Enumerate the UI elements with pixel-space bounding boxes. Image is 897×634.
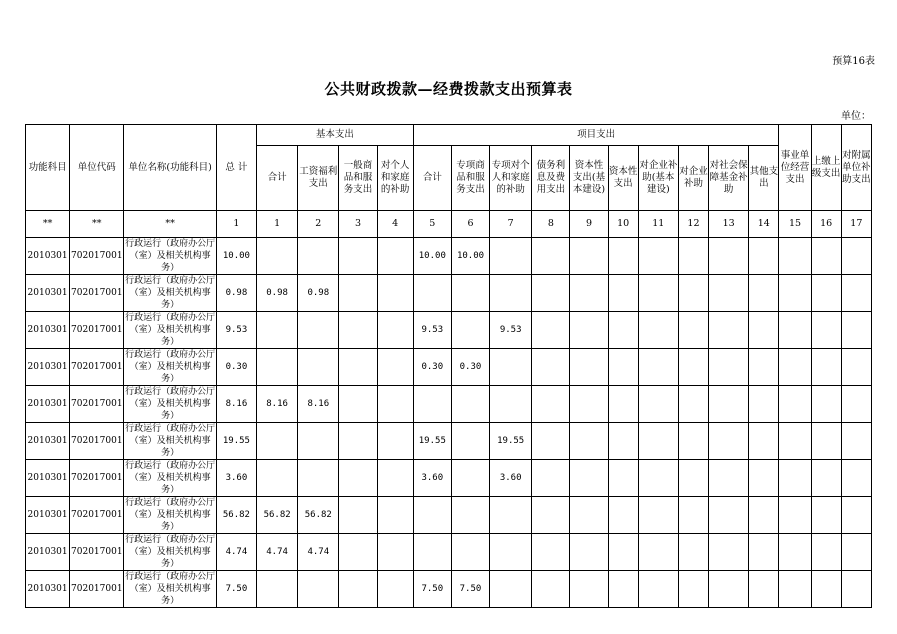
page-title: 公共财政拨款—经费拨款支出预算表 — [324, 80, 573, 98]
amount-cell — [709, 275, 749, 312]
amount-cell — [709, 497, 749, 534]
amount-cell — [678, 312, 708, 349]
table-row — [26, 534, 872, 571]
amount-cell — [841, 349, 871, 386]
amount-cell — [377, 534, 413, 571]
amount-cell — [638, 349, 678, 386]
project-col-social-security: 对社会保障基金补助 — [709, 146, 749, 211]
amount-cell — [811, 312, 841, 349]
amount-cell: 56.82 — [216, 497, 256, 534]
marker-cell: ** — [26, 211, 70, 238]
marker-cell: 16 — [811, 211, 841, 238]
unit-label: 单位： — [841, 111, 871, 122]
amount-cell — [709, 312, 749, 349]
marker-cell: 7 — [490, 211, 532, 238]
col-unit-code: 单位代码 — [70, 125, 124, 211]
amount-cell — [339, 571, 377, 608]
unit-code-cell: 702017001 — [70, 460, 124, 497]
amount-cell — [339, 386, 377, 423]
amount-cell — [709, 571, 749, 608]
table-row — [26, 349, 872, 386]
function-subject-cell: 2010301 — [26, 349, 70, 386]
amount-cell — [709, 349, 749, 386]
amount-cell — [779, 534, 811, 571]
budget-table — [25, 124, 872, 608]
amount-cell — [638, 275, 678, 312]
unit-name-cell: 行政运行（政府办公厅（室）及相关机构事务） — [125, 387, 216, 421]
amount-cell: 4.74 — [216, 534, 256, 571]
marker-cell: ** — [70, 211, 124, 238]
table-row — [26, 238, 872, 275]
amount-cell — [678, 275, 708, 312]
unit-code-cell: 702017001 — [70, 497, 124, 534]
project-col-enterprise-subsidy-construction: 对企业补助(基本建设) — [638, 146, 678, 211]
amount-cell: 8.16 — [298, 386, 339, 423]
amount-cell — [490, 275, 532, 312]
amount-cell — [749, 460, 779, 497]
function-subject-cell: 2010301 — [26, 238, 70, 275]
amount-cell — [608, 571, 638, 608]
amount-cell — [413, 386, 451, 423]
amount-cell: 19.55 — [490, 423, 532, 460]
amount-cell — [532, 238, 570, 275]
amount-cell — [570, 312, 608, 349]
col-total: 总 计 — [216, 125, 256, 211]
amount-cell — [490, 497, 532, 534]
amount-cell — [608, 349, 638, 386]
amount-cell — [811, 460, 841, 497]
amount-cell — [749, 349, 779, 386]
amount-cell — [298, 238, 339, 275]
unit-name-cell: 行政运行（政府办公厅（室）及相关机构事务） — [125, 498, 216, 532]
unit-name-cell: 行政运行（政府办公厅（室）及相关机构事务） — [125, 239, 216, 273]
amount-cell: 56.82 — [257, 497, 298, 534]
amount-cell — [749, 386, 779, 423]
amount-cell: 7.50 — [413, 571, 451, 608]
table-row — [26, 275, 872, 312]
amount-cell: 10.00 — [413, 238, 451, 275]
amount-cell — [377, 460, 413, 497]
amount-cell — [298, 571, 339, 608]
amount-cell: 56.82 — [298, 497, 339, 534]
amount-cell — [570, 534, 608, 571]
amount-cell — [570, 460, 608, 497]
amount-cell — [298, 312, 339, 349]
table-row — [26, 386, 872, 423]
unit-code-cell: 702017001 — [70, 349, 124, 386]
amount-cell — [451, 312, 489, 349]
amount-cell — [841, 497, 871, 534]
amount-cell — [678, 460, 708, 497]
amount-cell — [749, 497, 779, 534]
marker-cell: 6 — [451, 211, 489, 238]
basic-col-subtotal: 合计 — [257, 146, 298, 211]
amount-cell: 3.60 — [216, 460, 256, 497]
amount-cell — [570, 386, 608, 423]
amount-cell — [413, 497, 451, 534]
amount-cell — [451, 423, 489, 460]
marker-cell: ** — [124, 211, 216, 238]
amount-cell — [608, 386, 638, 423]
amount-cell — [451, 386, 489, 423]
amount-cell: 10.00 — [216, 238, 256, 275]
amount-cell — [749, 312, 779, 349]
amount-cell — [638, 571, 678, 608]
amount-cell — [339, 275, 377, 312]
amount-cell — [811, 349, 841, 386]
unit-code-cell: 702017001 — [70, 275, 124, 312]
amount-cell — [570, 349, 608, 386]
amount-cell — [532, 534, 570, 571]
column-number-row — [26, 211, 872, 238]
amount-cell — [257, 238, 298, 275]
amount-cell — [638, 238, 678, 275]
amount-cell — [811, 571, 841, 608]
amount-cell — [841, 312, 871, 349]
amount-cell — [570, 571, 608, 608]
amount-cell — [608, 238, 638, 275]
col-unit-name: 单位名称(功能科目) — [124, 125, 216, 211]
amount-cell — [811, 497, 841, 534]
unit-code-cell: 702017001 — [70, 312, 124, 349]
amount-cell — [377, 423, 413, 460]
amount-cell: 19.55 — [216, 423, 256, 460]
col-upper-level-payment: 上缴上级支出 — [811, 125, 841, 211]
amount-cell — [339, 349, 377, 386]
amount-cell — [532, 275, 570, 312]
amount-cell — [841, 571, 871, 608]
amount-cell — [709, 423, 749, 460]
amount-cell: 0.98 — [216, 275, 256, 312]
amount-cell — [257, 312, 298, 349]
amount-cell — [298, 349, 339, 386]
amount-cell — [779, 238, 811, 275]
unit-name-cell: 行政运行（政府办公厅（室）及相关机构事务） — [125, 350, 216, 384]
unit-code-cell: 702017001 — [70, 386, 124, 423]
marker-cell: 8 — [532, 211, 570, 238]
amount-cell — [841, 460, 871, 497]
amount-cell — [608, 312, 638, 349]
amount-cell — [638, 423, 678, 460]
amount-cell — [532, 349, 570, 386]
marker-cell: 14 — [749, 211, 779, 238]
amount-cell — [298, 423, 339, 460]
amount-cell — [678, 571, 708, 608]
amount-cell: 0.98 — [298, 275, 339, 312]
amount-cell — [841, 275, 871, 312]
amount-cell — [779, 386, 811, 423]
amount-cell — [377, 238, 413, 275]
amount-cell: 7.50 — [451, 571, 489, 608]
amount-cell — [339, 497, 377, 534]
amount-cell — [749, 275, 779, 312]
amount-cell — [678, 238, 708, 275]
unit-name-cell: 行政运行（政府办公厅（室）及相关机构事务） — [125, 572, 216, 606]
amount-cell — [749, 423, 779, 460]
amount-cell — [377, 386, 413, 423]
amount-cell — [339, 460, 377, 497]
amount-cell — [413, 534, 451, 571]
marker-cell: 9 — [570, 211, 608, 238]
amount-cell: 19.55 — [413, 423, 451, 460]
marker-cell: 5 — [413, 211, 451, 238]
amount-cell — [811, 238, 841, 275]
amount-cell — [779, 312, 811, 349]
function-subject-cell: 2010301 — [26, 386, 70, 423]
amount-cell — [608, 275, 638, 312]
table-row — [26, 460, 872, 497]
amount-cell — [779, 497, 811, 534]
unit-name-cell: 行政运行（政府办公厅（室）及相关机构事务） — [125, 424, 216, 458]
amount-cell — [570, 275, 608, 312]
amount-cell — [638, 312, 678, 349]
amount-cell: 8.16 — [216, 386, 256, 423]
col-affiliate-subsidy: 对附属单位补助支出 — [841, 125, 871, 211]
unit-name-cell: 行政运行（政府办公厅（室）及相关机构事务） — [125, 535, 216, 569]
amount-cell — [257, 349, 298, 386]
amount-cell — [779, 349, 811, 386]
amount-cell — [811, 423, 841, 460]
amount-cell — [377, 312, 413, 349]
col-function-subject: 功能科目 — [26, 125, 70, 211]
marker-cell: 10 — [608, 211, 638, 238]
amount-cell — [779, 423, 811, 460]
amount-cell — [638, 386, 678, 423]
amount-cell — [841, 423, 871, 460]
amount-cell — [532, 460, 570, 497]
unit-name-cell: 行政运行（政府办公厅（室）及相关机构事务） — [125, 313, 216, 347]
amount-cell — [709, 238, 749, 275]
table-row — [26, 423, 872, 460]
amount-cell — [413, 275, 451, 312]
amount-cell: 0.30 — [216, 349, 256, 386]
project-col-household-subsidy: 专项对个人和家庭的补助 — [490, 146, 532, 211]
basic-col-wages: 工资福利支出 — [298, 146, 339, 211]
amount-cell — [709, 386, 749, 423]
project-col-capital: 资本性支出 — [608, 146, 638, 211]
unit-name-cell: 行政运行（政府办公厅（室）及相关机构事务） — [125, 276, 216, 310]
amount-cell — [570, 423, 608, 460]
function-subject-cell: 2010301 — [26, 275, 70, 312]
amount-cell: 0.30 — [413, 349, 451, 386]
amount-cell — [451, 460, 489, 497]
basic-col-household-subsidy: 对个人和家庭的补助 — [377, 146, 413, 211]
marker-cell: 17 — [841, 211, 871, 238]
amount-cell — [749, 571, 779, 608]
amount-cell: 9.53 — [490, 312, 532, 349]
form-number-label: 预算16表 — [832, 56, 875, 67]
amount-cell — [749, 238, 779, 275]
amount-cell — [841, 386, 871, 423]
amount-cell — [779, 571, 811, 608]
amount-cell — [532, 497, 570, 534]
marker-cell: 3 — [339, 211, 377, 238]
amount-cell: 0.98 — [257, 275, 298, 312]
col-business-operation: 事业单位经营支出 — [779, 125, 811, 211]
marker-cell: 11 — [638, 211, 678, 238]
amount-cell — [339, 312, 377, 349]
group-project-expenditure: 项目支出 — [413, 125, 779, 146]
amount-cell — [490, 571, 532, 608]
amount-cell — [779, 275, 811, 312]
amount-cell — [749, 534, 779, 571]
amount-cell — [490, 349, 532, 386]
amount-cell — [841, 238, 871, 275]
amount-cell — [532, 312, 570, 349]
amount-cell: 4.74 — [257, 534, 298, 571]
project-col-enterprise-subsidy: 对企业补助 — [678, 146, 708, 211]
amount-cell — [638, 460, 678, 497]
project-col-capital-construction: 资本性支出(基本建设) — [570, 146, 608, 211]
unit-code-cell: 702017001 — [70, 534, 124, 571]
amount-cell — [339, 238, 377, 275]
amount-cell — [377, 497, 413, 534]
function-subject-cell: 2010301 — [26, 571, 70, 608]
unit-code-cell: 702017001 — [70, 423, 124, 460]
amount-cell — [608, 460, 638, 497]
table-row — [26, 571, 872, 608]
table-row — [26, 312, 872, 349]
amount-cell — [451, 275, 489, 312]
amount-cell — [709, 460, 749, 497]
amount-cell — [377, 275, 413, 312]
amount-cell: 7.50 — [216, 571, 256, 608]
marker-cell: 1 — [216, 211, 256, 238]
amount-cell — [678, 497, 708, 534]
amount-cell — [678, 349, 708, 386]
function-subject-cell: 2010301 — [26, 534, 70, 571]
table-row — [26, 497, 872, 534]
marker-cell: 12 — [678, 211, 708, 238]
amount-cell: 4.74 — [298, 534, 339, 571]
group-basic-expenditure: 基本支出 — [257, 125, 414, 146]
amount-cell — [532, 386, 570, 423]
amount-cell — [811, 275, 841, 312]
marker-cell: 13 — [709, 211, 749, 238]
amount-cell — [678, 423, 708, 460]
amount-cell — [811, 386, 841, 423]
marker-cell: 2 — [298, 211, 339, 238]
amount-cell — [490, 386, 532, 423]
amount-cell — [678, 386, 708, 423]
amount-cell — [339, 423, 377, 460]
project-col-other: 其他支出 — [749, 146, 779, 211]
function-subject-cell: 2010301 — [26, 423, 70, 460]
unit-name-cell: 行政运行（政府办公厅（室）及相关机构事务） — [125, 461, 216, 495]
function-subject-cell: 2010301 — [26, 312, 70, 349]
amount-cell — [451, 497, 489, 534]
amount-cell — [841, 534, 871, 571]
amount-cell — [779, 460, 811, 497]
amount-cell — [678, 534, 708, 571]
amount-cell: 8.16 — [257, 386, 298, 423]
amount-cell — [532, 423, 570, 460]
amount-cell — [257, 423, 298, 460]
marker-cell: 4 — [377, 211, 413, 238]
unit-code-cell: 702017001 — [70, 238, 124, 275]
amount-cell: 3.60 — [490, 460, 532, 497]
amount-cell — [638, 534, 678, 571]
basic-col-goods-services: 一般商品和服务支出 — [339, 146, 377, 211]
function-subject-cell: 2010301 — [26, 497, 70, 534]
amount-cell — [709, 534, 749, 571]
amount-cell: 9.53 — [216, 312, 256, 349]
amount-cell — [451, 534, 489, 571]
project-col-debt-interest: 债务利息及费用支出 — [532, 146, 570, 211]
amount-cell — [638, 497, 678, 534]
amount-cell: 9.53 — [413, 312, 451, 349]
amount-cell: 10.00 — [451, 238, 489, 275]
amount-cell — [570, 497, 608, 534]
amount-cell — [298, 460, 339, 497]
marker-cell: 15 — [779, 211, 811, 238]
amount-cell — [490, 534, 532, 571]
amount-cell — [257, 460, 298, 497]
function-subject-cell: 2010301 — [26, 460, 70, 497]
project-col-goods-services: 专项商品和服务支出 — [451, 146, 489, 211]
amount-cell — [377, 571, 413, 608]
project-col-subtotal: 合计 — [413, 146, 451, 211]
amount-cell — [570, 238, 608, 275]
marker-cell: 1 — [257, 211, 298, 238]
amount-cell — [339, 534, 377, 571]
amount-cell — [377, 349, 413, 386]
amount-cell — [532, 571, 570, 608]
amount-cell — [490, 238, 532, 275]
amount-cell — [608, 534, 638, 571]
amount-cell: 3.60 — [413, 460, 451, 497]
amount-cell — [608, 497, 638, 534]
amount-cell — [257, 571, 298, 608]
unit-code-cell: 702017001 — [70, 571, 124, 608]
amount-cell: 0.30 — [451, 349, 489, 386]
amount-cell — [608, 423, 638, 460]
amount-cell — [811, 534, 841, 571]
